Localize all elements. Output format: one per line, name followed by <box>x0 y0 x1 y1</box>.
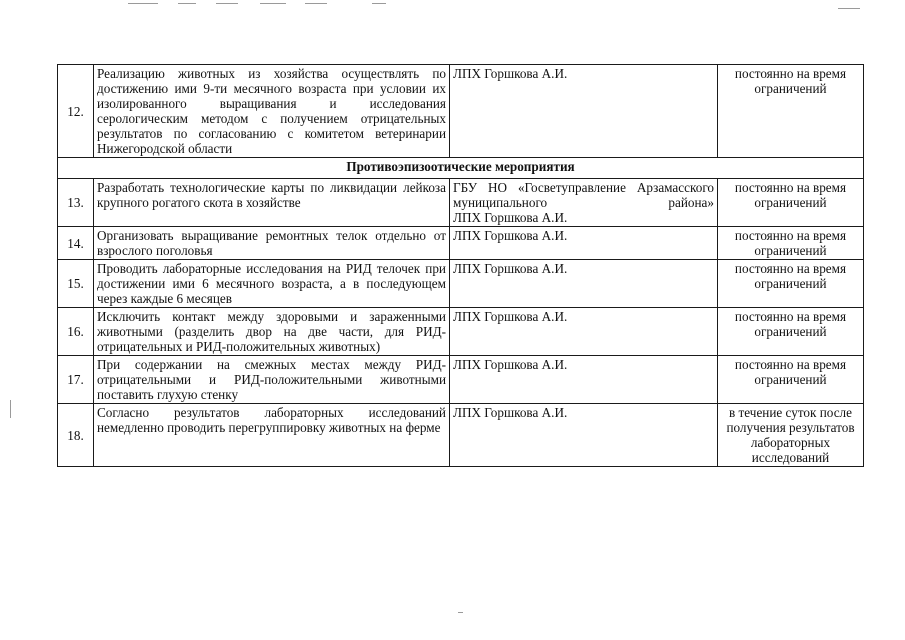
section-title: Противоэпизоотические мероприятия <box>58 158 864 179</box>
scan-artifact <box>260 3 286 4</box>
executor-text: ЛПХ Горшкова А.И. <box>450 260 718 308</box>
row-number: 14. <box>58 227 94 260</box>
row-number: 18. <box>58 404 94 467</box>
term-text: постоянно на время ограничений <box>718 227 864 260</box>
executor-text: ЛПХ Горшкова А.И. <box>450 356 718 404</box>
term-text: в течение суток после получения результатов лабораторных исследований <box>718 404 864 467</box>
executor-line: ЛПХ Горшкова А.И. <box>453 210 568 225</box>
term-text: постоянно на время ограничений <box>718 65 864 158</box>
scan-artifact <box>216 3 238 4</box>
term-text: постоянно на время ограничений <box>718 179 864 227</box>
section-row <box>58 158 864 179</box>
measure-text: Разработать технологические карты по ликвидации лейкоза крупного рогатого скота в хозяйстве <box>94 179 450 227</box>
row-number: 15. <box>58 260 94 308</box>
term-text: постоянно на время ограничений <box>718 260 864 308</box>
executor-text: ЛПХ Горшкова А.И. <box>450 227 718 260</box>
table-row <box>58 404 864 467</box>
measure-text: Реализацию животных из хозяйства осуществлять по достижению ими 9-ти месячного возраста при условии их изолированного выращивания и исследования серологическим методом с получением отрицательных результатов по согласованию с комитетом ветеринарии Нижегородской области <box>94 65 450 158</box>
row-number: 17. <box>58 356 94 404</box>
table-row <box>58 308 864 356</box>
scan-artifact <box>305 3 327 4</box>
table-row <box>58 65 864 158</box>
scan-artifact <box>372 3 386 4</box>
measure-text: При содержании на смежных местах между РИД-отрицательными и РИД-положительными животными поставить глухую стенку <box>94 356 450 404</box>
scan-artifact <box>128 3 158 4</box>
term-text: постоянно на время ограничений <box>718 356 864 404</box>
measure-text: Организовать выращивание ремонтных телок отдельно от взрослого поголовья <box>94 227 450 260</box>
scan-artifact <box>458 612 463 613</box>
row-number: 13. <box>58 179 94 227</box>
executor-line: ГБУ НО «Госветуправление Арзамасского муниципального района» <box>453 180 714 210</box>
executor-text <box>450 179 718 227</box>
scan-artifact <box>178 3 196 4</box>
executor-text: ЛПХ Горшкова А.И. <box>450 65 718 158</box>
term-text: постоянно на время ограничений <box>718 308 864 356</box>
table-row <box>58 356 864 404</box>
measure-text: Проводить лабораторные исследования на РИД телочек при достижении ими 6 месячного возраста, а в последующем через каждые 6 месяцев <box>94 260 450 308</box>
scan-artifact <box>10 400 11 418</box>
measure-text: Согласно результатов лабораторных исследований немедленно проводить перегруппировку животных на ферме <box>94 404 450 467</box>
measures-table <box>57 64 864 467</box>
row-number: 16. <box>58 308 94 356</box>
measure-text: Исключить контакт между здоровыми и зараженными животными (разделить двор на две части, для РИД-отрицательных и РИД-положительных животных) <box>94 308 450 356</box>
table-row <box>58 227 864 260</box>
scan-artifact <box>838 8 860 9</box>
table-row <box>58 260 864 308</box>
row-number: 12. <box>58 65 94 158</box>
executor-text: ЛПХ Горшкова А.И. <box>450 308 718 356</box>
table-row <box>58 179 864 227</box>
executor-text: ЛПХ Горшкова А.И. <box>450 404 718 467</box>
